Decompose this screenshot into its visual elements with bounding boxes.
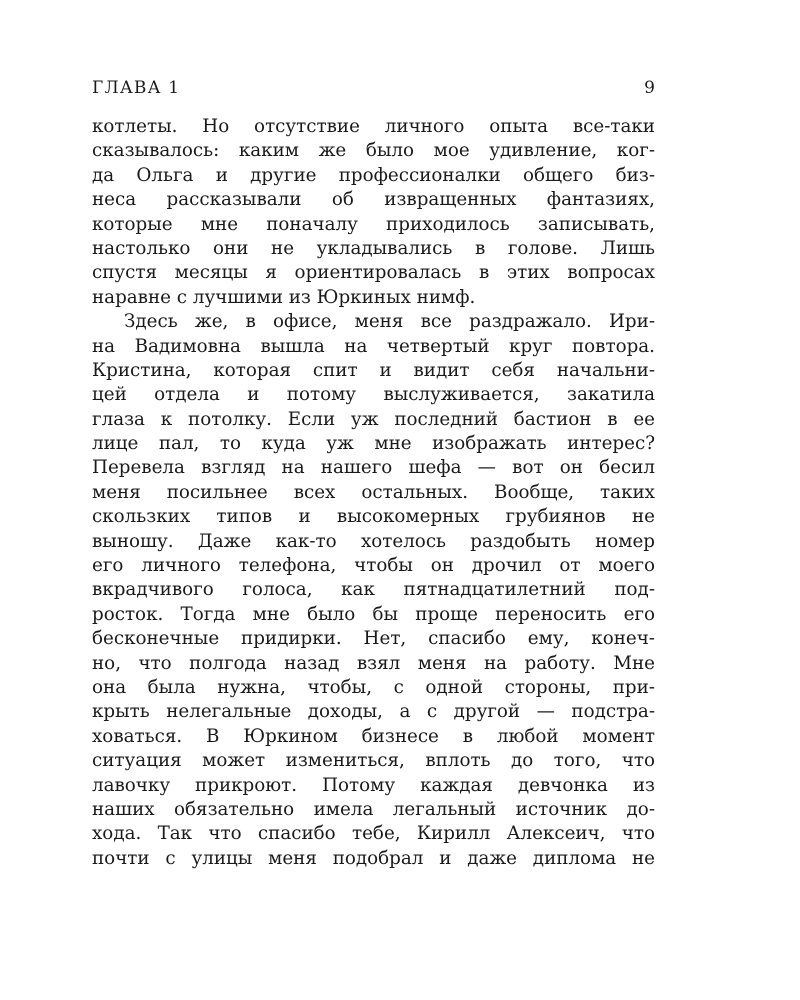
text-line: вкрадчивого голоса, как пятнадцатилетний под- <box>92 579 655 601</box>
text-line: сказывалось: каким же было мое удивление, ког- <box>92 140 655 162</box>
text-line: неса рассказывали об извращенных фантазиях, <box>92 189 655 211</box>
text-line: настолько они не укладывались в голове. Лишь <box>92 237 655 259</box>
text-line: Здесь же, в офисе, меня все раздражало. Ири- <box>124 311 655 333</box>
page-number: 9 <box>644 78 655 98</box>
text-line: почти с улицы меня подобрал и даже диплома не <box>92 847 655 869</box>
text-line: глаза к потолку. Если уж последний бастион в ее <box>92 408 655 430</box>
running-header <box>92 76 655 100</box>
text-line: да Ольга и другие профессионалки общего биз- <box>92 164 655 186</box>
text-line: наших обязательно имела легальный источник до- <box>92 798 655 820</box>
text-line: его личного телефона, чтобы он дрочил от моего <box>92 555 655 577</box>
text-line: росток. Тогда мне было бы проще переносить его <box>92 603 655 625</box>
text-line: меня посильнее всех остальных. Вообще, таких <box>92 481 655 503</box>
text-line: которые мне поначалу приходилось записывать, <box>92 213 655 235</box>
text-line: котлеты. Но отсутствие личного опыта все-таки <box>92 116 655 137</box>
text-line: цей отдела и потому выслуживается, закатила <box>92 384 655 406</box>
text-line: на Вадимовна вышла на четвертый круг повтора. <box>92 335 655 357</box>
text-line: наравне с лучшими из Юркиных нимф. <box>92 286 476 308</box>
text-line: она была нужна, чтобы, с одной стороны, при- <box>92 676 655 698</box>
text-line: хода. Так что спасибо тебе, Кирилл Алексеич, что <box>92 823 655 845</box>
text-line: лице пал, то куда уж мне изображать интерес? <box>92 433 655 455</box>
text-line: ситуация может измениться, вплоть до того, что <box>92 750 655 772</box>
paragraph-2 <box>92 310 655 871</box>
text-line: выношу. Даже как-то хотелось раздобыть номер <box>92 530 655 552</box>
text-line: лавочку прикроют. Потому каждая девчонка из <box>92 774 655 796</box>
chapter-title: ГЛАВА 1 <box>92 78 181 98</box>
text-line: Кристина, которая спит и видит себя начальни- <box>92 359 655 381</box>
paragraph-1 <box>92 115 655 310</box>
text-line: спустя месяцы я ориентировалась в этих вопросах <box>92 262 655 284</box>
text-line: но, что полгода назад взял меня на работу. Мне <box>92 652 655 674</box>
text-line: бесконечные придирки. Нет, спасибо ему, конеч- <box>92 628 655 650</box>
text-line: скользких типов и высокомерных грубиянов не <box>92 506 655 528</box>
text-line: ховаться. В Юркином бизнесе в любой момент <box>92 725 655 747</box>
text-line: Перевела взгляд на нашего шефа — вот он бесил <box>92 457 655 479</box>
body-text <box>92 115 655 871</box>
text-line: крыть нелегальные доходы, а с другой — подстра- <box>92 701 655 723</box>
